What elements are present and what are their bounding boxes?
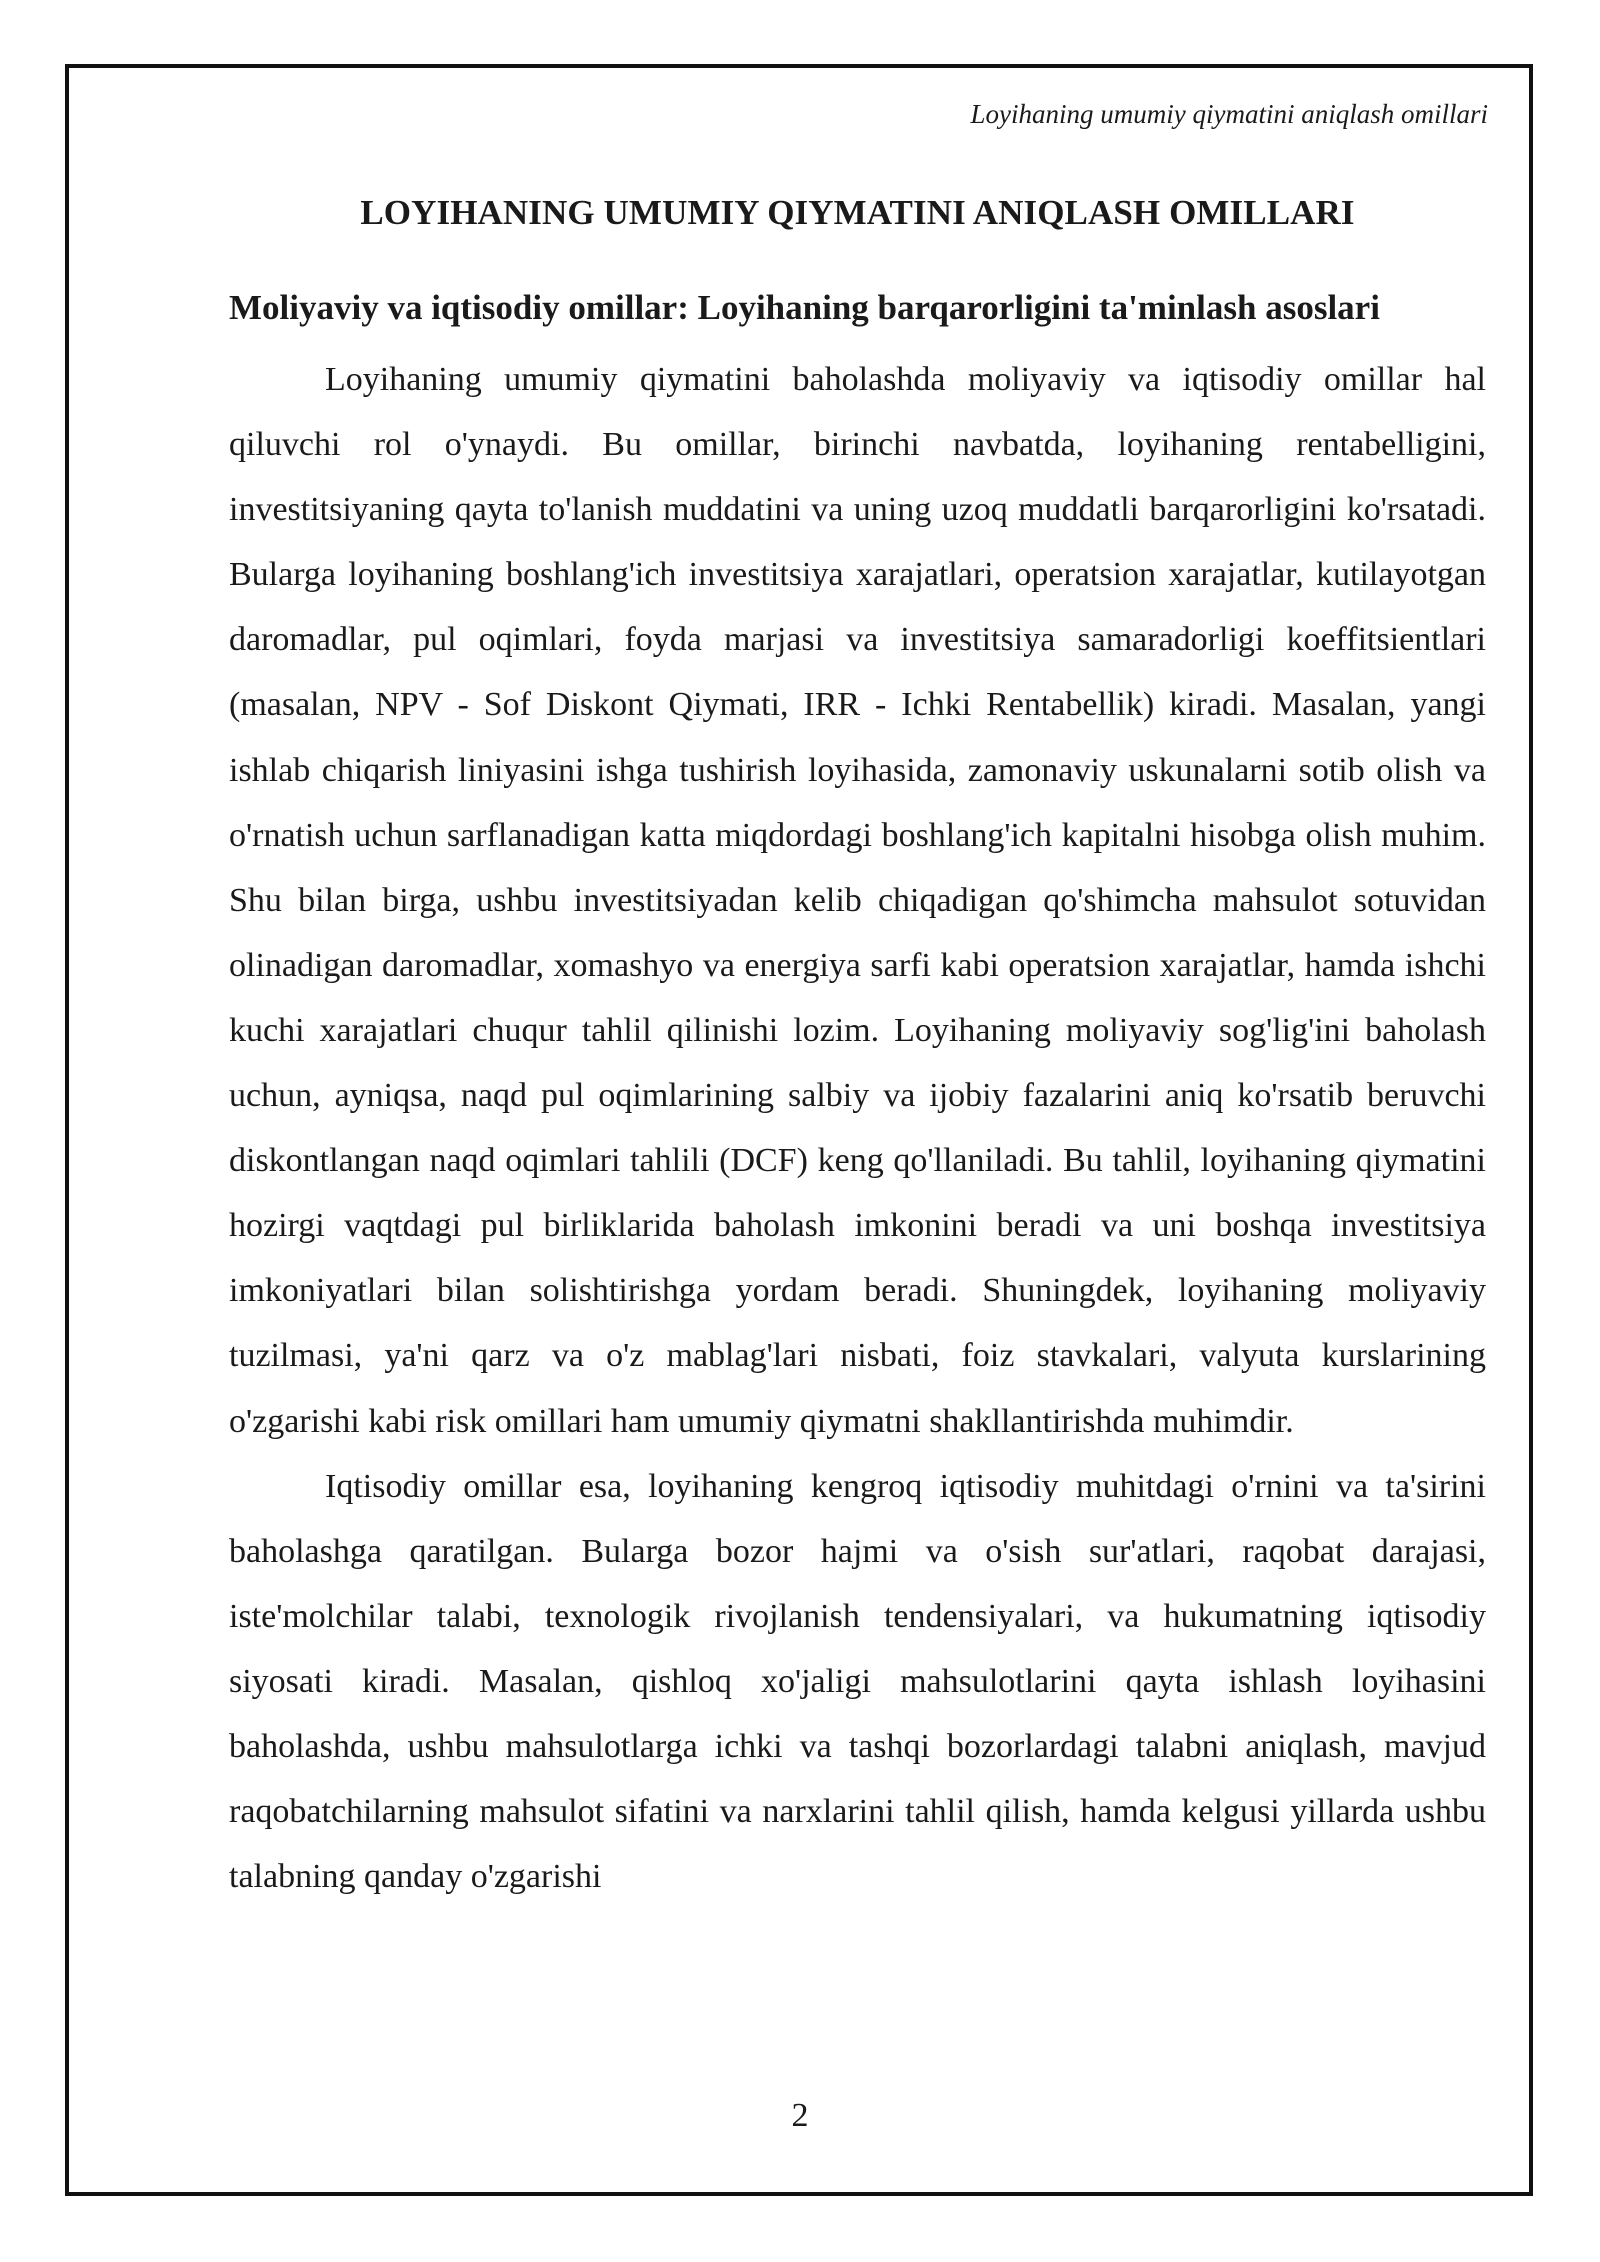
page-number: 2 — [791, 2097, 809, 2134]
document-title: LOYIHANING UMUMIY QIYMATINI ANIQLASH OMILLARI — [360, 193, 1355, 232]
section-heading: Moliyaviy va iqtisodiy omillar: Loyihaning barqarorligini ta'minlash asoslari — [229, 288, 1380, 327]
paragraph-2: Iqtisodiy omillar esa, loyihaning kengroq iqtisodiy muhitdagi o'rnini va ta'sirini baholashga qaratilgan. Bularga bozor hajmi va o'sish sur'atlari, raqobat darajasi, iste'molchilar talabi, texnologik rivojlanish tendensiyalari, va hukumatning iqtisodiy siyosati kiradi. Masalan, qishloq xo'jaligi mahsulotlarini qayta ishlash loyihasini baholashda, ushbu mahsulotlarga ichki va tashqi bozorlardagi talabni aniqlash, mavjud raqobatchilarning mahsulot sifatini va narxlarini tahlil qilish, hamda kelgusi yillarda ushbu talabning qanday o'zgarishi — [229, 1467, 1486, 1896]
document-body — [229, 188, 1486, 1909]
paragraph-1: Loyihaning umumiy qiymatini baholashda moliyaviy va iqtisodiy omillar hal qiluvchi rol o'ynaydi. Bu omillar, birinchi navbatda, loyihaning rentabelligini, investitsiyaning qayta to'lanish muddatini va uning uzoq muddatli barqarorligini ko'rsatadi. Bularga loyihaning boshlang'ich investitsiya xarajatlari, operatsion xarajatlar, kutilayotgan daromadlar, pul oqimlari, foyda marjasi va investitsiya samaradorligi koeffitsientlari (masalan, NPV - Sof Diskont Qiymati, IRR - Ichki Rentabellik) kiradi. Masalan, yangi ishlab chiqarish liniyasini ishga tushirish loyihasida, zamonaviy uskunalarni sotib olish va o'rnatish uchun sarflanadigan katta miqdordagi boshlang'ich kapitalni hisobga olish muhim. Shu bilan birga, ushbu investitsiyadan kelib chiqadigan qo'shimcha mahsulot sotuvidan olinadigan daromadlar, xomashyo va energiya sarfi kabi operatsion xarajatlar, hamda ishchi kuchi xarajatlari chuqur tahlil qilinishi lozim. Loyihaning moliyaviy sog'lig'ini baholash uchun, ayniqsa, naqd pul oqimlarining salbiy va ijobiy fazalarini aniq ko'rsatib beruvchi diskontlangan naqd oqimlari tahlili (DCF) keng qo'llaniladi. Bu tahlil, loyihaning qiymatini hozirgi vaqtdagi pul birliklarida baholash imkonini beradi va uni boshqa investitsiya imkoniyatlari bilan solishtirishga yordam beradi. Shuningdek, loyihaning moliyaviy tuzilmasi, ya'ni qarz va o'z mablag'lari nisbati, foiz stavkalari, valyuta kurslarining o'zgarishi kabi risk omillari ham umumiy qiymatni shakllantirishda muhimdir. — [229, 361, 1486, 1440]
running-header: Loyihaning umumiy qiymatini aniqlash omillari — [970, 99, 1488, 129]
